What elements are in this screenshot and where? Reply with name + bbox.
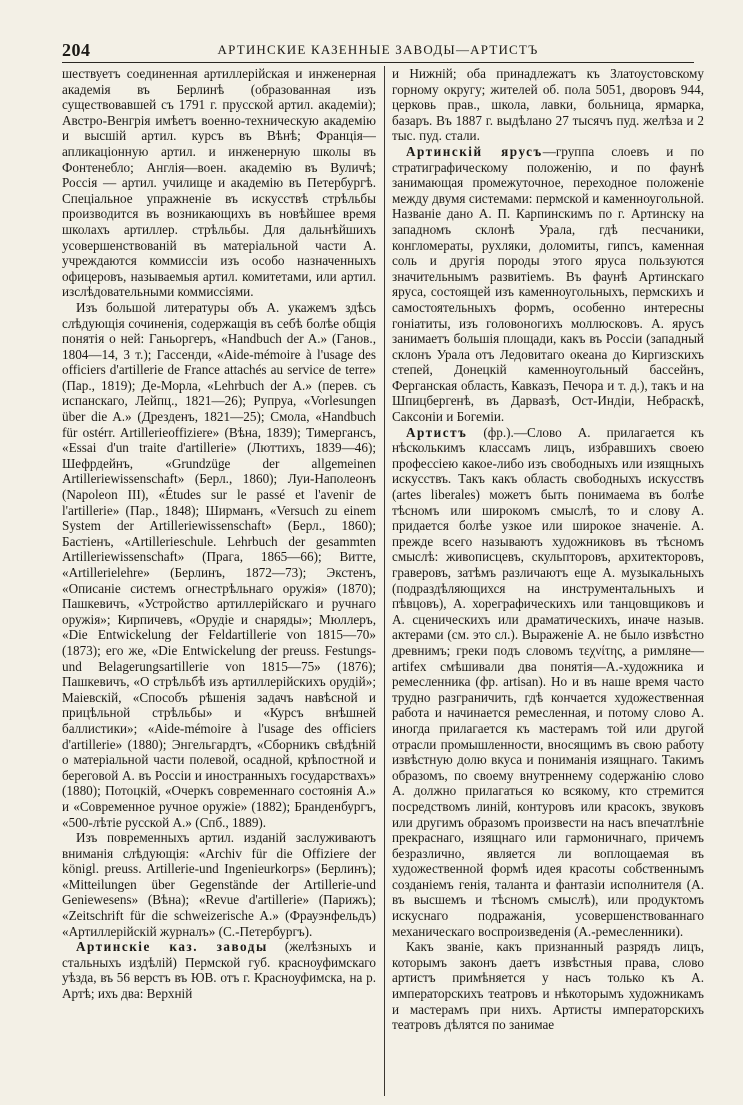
entry-paragraph <box>62 939 376 1001</box>
paragraph: и Нижній; оба принадлежатъ къ Златоустовскому горному округу; жителей об. пола 5051, дворовъ 944, церковь прав., школа, лавки, больница, ярмарка, базаръ. Въ 1887 г. выдѣлано 27 тысячъ пуд. желѣза и 2 тыс. пуд. стали. <box>392 66 704 144</box>
paragraph: Какъ званіе, какъ признанный разрядъ лицъ, которымъ законъ даетъ извѣстныя права, слово артистъ примѣняется у насъ только къ А. императорскихъ театровъ и нѣкоторымъ художникамъ и мастерамъ при нихъ. Артисты императорскихъ театровъ дѣлятся по занимае <box>392 939 704 1033</box>
entry-text: (желѣзныхъ и стальныхъ издѣлій) Пермской губ. красноуфимскаго уѣзда, въ 56 верстъ въ ЮВ. отъ г. Красноуфимска, на р. Артѣ; ихъ два: Верхній <box>62 939 376 1002</box>
entry-headword: Артистъ <box>406 424 468 440</box>
entry-text: (фр.).—Слово А. прилагается къ нѣсколькимъ классамъ лицъ, избравшихъ своею профессіею какое-либо изъ свободныхъ или изящныхъ искусствъ. Такъ какъ область свободныхъ искусствъ (artes liberales) можетъ быть понимаема въ болѣе тѣсномъ или широкомъ смыслѣ, то и слову А. придается болѣе узкое или широкое значеніе. А. прежде всего называютъ художниковъ въ тѣсномъ смыслѣ: живописцевъ, скульпторовъ, архитекторовъ, граверовъ, затѣмъ различаютъ еще А. музыкальныхъ (подраздѣляющихся на инструментальныхъ и пѣвцовъ), А. хореграфическихъ или танцовщиковъ и А. сценическихъ или драматическихъ, иначе назыв. актерами (см. это сл.). Выраженіе А. не было извѣстно древнимъ; греки подъ словомъ τεχνίτης, а римляне—artifex смѣшивали два понятія—А.-художника и ремесленника (фр. artisan). Но и въ наше время часто трудно разграничить, гдѣ кончается художественная работа и начинается ремесленная, и потому слово А. иногда прилагается къ мастерамъ той или другой отрасли промышленности, вносящимъ въ свою работу извѣстную долю вкуса и пониманія изящнаго. Такимъ образомъ, по своему внутреннему содержанію слово А. должно прилагаться ко всякому, кто стремится посредствомъ линій, контуровъ или красокъ, звуковъ или другимъ образомъ произвести на насъ впечатлѣніе прекраснаго, изящнаго или гармоничнаго, причемъ безразлично, является ли воплощаемая въ художественной формѣ идея красоты собственнымъ созданіемъ генія, таланта и фантазіи исполнителя (А. въ высшемъ и тѣсномъ смыслѣ), или продуктомъ искуснаго подражанія, усовершенствованнаго механическаго воспроизведенія (А.-ремесленники). <box>392 424 704 939</box>
left-column <box>62 66 376 1096</box>
paragraph: шествуетъ соединенная артиллерійская и инженерная академія въ Берлинѣ (образованная изъ существовавшей съ 1791 г. прусской артил. академіи); Австро-Венгрія имѣетъ военно-техническую академію и высшій артил. курсъ въ Вѣнѣ; Франція—апликаціонную артил. и инженерную школы въ Фонтенебло; Англія—воен. академію въ Вуличѣ; Россія — артил. училище и академію въ Петербургѣ. Спеціальное упражненіе въ искусствѣ стрѣльбы производится въ возникающихъ въ новѣйшее время школахъ артиллер. стрѣльбы. Для дальнѣйшихъ усовершенствованій въ матеріальной части А. учреждаются коммиссіи изъ особо назначенныхъ офицеровъ, называемыя артил. комитетами, или артил. изслѣдовательными коммиссіями. <box>62 66 376 300</box>
paragraph: Изъ повременныхъ артил. изданій заслуживаютъ вниманія слѣдующія: «Archiv für die Offiziere der königl. preuss. Artillerie-und Ingenieurkorps» (Берлинъ); «Mitteilungen über Gegenstände der Artillerie-und Geniewesens» (Вѣна); «Revue d'artillerie» (Парижъ); «Zeitschrift für die schweizerische A.» (Фрауэнфельдъ) «Артиллерійскій журналъ» (С.-Петербургъ). <box>62 830 376 939</box>
running-title: АРТИНСКИЕ КАЗЕННЫЕ ЗАВОДЫ—АРТИСТЪ <box>217 42 539 57</box>
right-column <box>392 66 704 1096</box>
entry-headword: Артинскій ярусъ <box>406 143 543 159</box>
entry-paragraph <box>392 144 704 425</box>
page-header <box>62 40 694 63</box>
entry-headword: Артинскіе каз. заводы <box>76 939 268 955</box>
paragraph: Изъ большой литературы объ А. укажемъ здѣсь слѣдующія сочиненія, содержащія въ себѣ болѣе общія понятія о ней: Ганьоргеръ, «Handbuch der A.» (Ганов., 1804—14, 3 т.); Гассенди, «Aide-mémoire à l'usage des officiers d'artillerie de France attachés au service de terre» (Пар., 1819); Де-Морла, «Lehrbuch der A.» (перев. съ испанскаго, Лейпц., 1821—26); Рупруа, «Vorlesungen über die A.» (Дрезденъ, 1821—25); Смола, «Handbuch für ostérr. Artillerieoffiziere» (Вѣна, 1839); Тимергансъ, «Essai d'un traite d'artillerie» (Люттихъ, 1839—46); Шефрдейнъ, «Grundzüge der allgemeinen Artilleriewissenschaft» (Берл., 1860); Луи-Наполеонъ (Napoleon III), «Études sur le passé et l'avenir de l'artillerie» (Пар., 1848); Ширманъ, «Versuch zu einem System der Artilleriewissenschaft» (Берл., 1860); Бастіенъ, «Artillerieschule. Lehrbuch der gesammten Artilleriewissenschaft» (Прага, 1865—66); Витте, «Artillerielehre» (Берлинъ, 1872—73); Экстенъ, «Описаніе системъ огнестрѣльнаго оружія» (1870); Пашкевичъ, «Устройство артиллерійскаго и ручнаго оружія»; Кирпичевъ, «Орудіе и снаряды»; Мюллеръ, «Die Entwickelung der Feldartillerie von 1815—70» (1873); его же, «Die Entwickelung der preuss. Festungs-und Belagerungsartillerie von 1815—75» (1876); Пашкевичъ, «О стрѣльбѣ изъ артиллерійскихъ орудій»; Маіевскій, «Способъ рѣшенія задачъ навѣсной и прицѣльной стрѣльбы» и «Курсъ внѣшней баллистики»; «Aide-mémoire à l'usage des officiers d'artillerie» (1880); Энгельгардтъ, «Сборникъ свѣдѣній о матеріальной части полевой, осадной, крѣпостной и береговой А. въ Россіи и иностранныхъ государствахъ» (1880); Потоцкій, «Очеркъ современнаго состоянія А.» и «Современное ручное оружіе» (1882); Бранденбургъ, «500-лѣтіе русской А.» (Спб., 1889). <box>62 299 376 830</box>
entry-paragraph <box>392 425 704 940</box>
entry-text: —группа слоевъ и по стратиграфическому положенію, и по фаунѣ занимающая промежуточное, переходное положеніе между двумя системами: пермской и каменноугольной. Названіе дано А. П. Карпинскимъ по г. Артинску на западномъ склонѣ Урала, гдѣ песчаники, конгломераты, рухляки, доломиты, гипсъ, каменная соль и другія породы этого яруса пользуются значительнымъ развитіемъ. Въ фаунѣ Артинскаго яруса, состоящей изъ каменноугольныхъ, пермскихъ и самостоятельныхъ формъ, особенно интересны гоніатиты, изъ головоногихъ моллюсковъ. А. ярусъ занимаетъ большія площади, какъ въ Россіи (западный склонъ Урала отъ Ледовитаго океана до Киргизскихъ степей, Донецкій каменноугольный бассейнъ, Ферганская область, Кавказъ, Печора и т. д.), такъ и на Шпицбергенѣ, въ Дарвазѣ, Ост-Индіи, Небраскѣ, Саксоніи и Богеміи. <box>392 143 704 425</box>
page-number: 204 <box>62 40 91 60</box>
column-divider <box>384 66 385 1096</box>
